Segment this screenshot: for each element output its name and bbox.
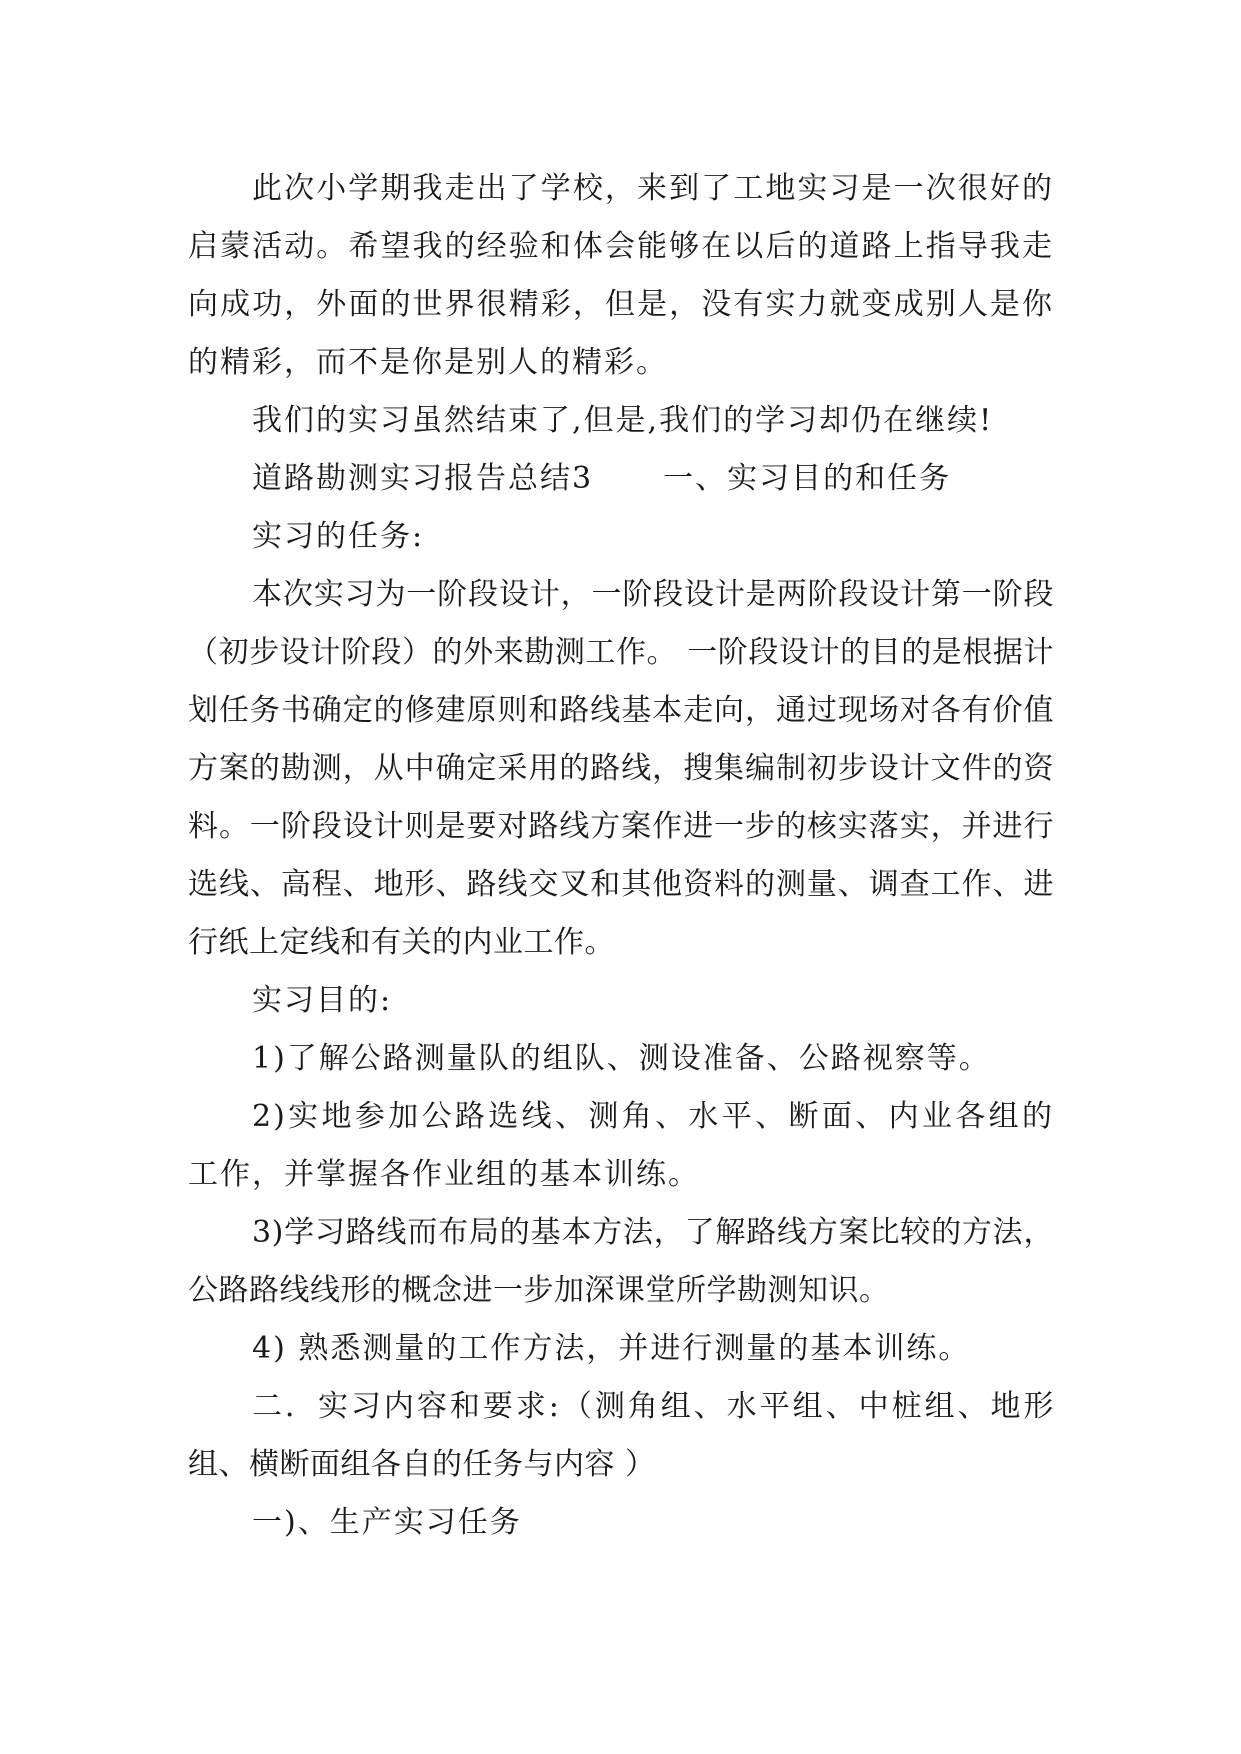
list-item-purpose-4: 4) 熟悉测量的工作方法，并进行测量的基本训练。 bbox=[252, 1331, 971, 1366]
list-item-purpose-3: 3)学习路线而布局的基本方法，了解路线方案比较的方法，公路路线线形的概念进一步加深课堂所学勘测知识。 bbox=[188, 1215, 1054, 1308]
section-content-requirements: 二．实习内容和要求:（测角组、水平组、中桩组、地形组、横断面组各自的任务与内容 ） bbox=[188, 1389, 1054, 1482]
paragraph-conclusion: 我们的实习虽然结束了,但是,我们的学习却仍在继续! bbox=[252, 403, 994, 438]
document-page bbox=[188, 160, 1054, 1552]
paragraph-task-description: 本次实习为一阶段设计，一阶段设计是两阶段设计第一阶段（初步设计阶段）的外来勘测工作。 一阶段设计的目的是根据计划任务书确定的修建原则和路线基本走向，通过现场对各有价值方案的勘测，从中确定采用的路线，搜集编制初步设计文件的资料。一阶段设计则是要对路线方案作进一步的核实落实，并进行选线、高程、地形、路线交叉和其他资料的测量、调查工作、进行纸上定线和有关的内业工作。 bbox=[188, 577, 1054, 960]
section-subtitle: 一、实习目的和任务 bbox=[663, 461, 952, 496]
subsection-production-tasks: 一)、生产实习任务 bbox=[252, 1505, 522, 1540]
paragraph-purpose-label: 实习目的: bbox=[252, 983, 393, 1018]
paragraph-reflection: 此次小学期我走出了学校，来到了工地实习是一次很好的启蒙活动。希望我的经验和体会能够在以后的道路上指导我走向成功，外面的世界很精彩，但是，没有实力就变成别人是你的精彩，而不是你是别人的精彩。 bbox=[188, 171, 1054, 380]
report-title: 道路勘测实习报告总结3 bbox=[252, 461, 594, 496]
list-item-purpose-1: 1)了解公路测量队的组队、测设准备、公路视察等。 bbox=[252, 1041, 991, 1076]
section-heading bbox=[188, 450, 1054, 508]
list-item-purpose-2: 2)实地参加公路选线、测角、水平、断面、内业各组的工作，并掌握各作业组的基本训练。 bbox=[188, 1099, 1054, 1192]
paragraph-task-label: 实习的任务: bbox=[252, 519, 425, 554]
